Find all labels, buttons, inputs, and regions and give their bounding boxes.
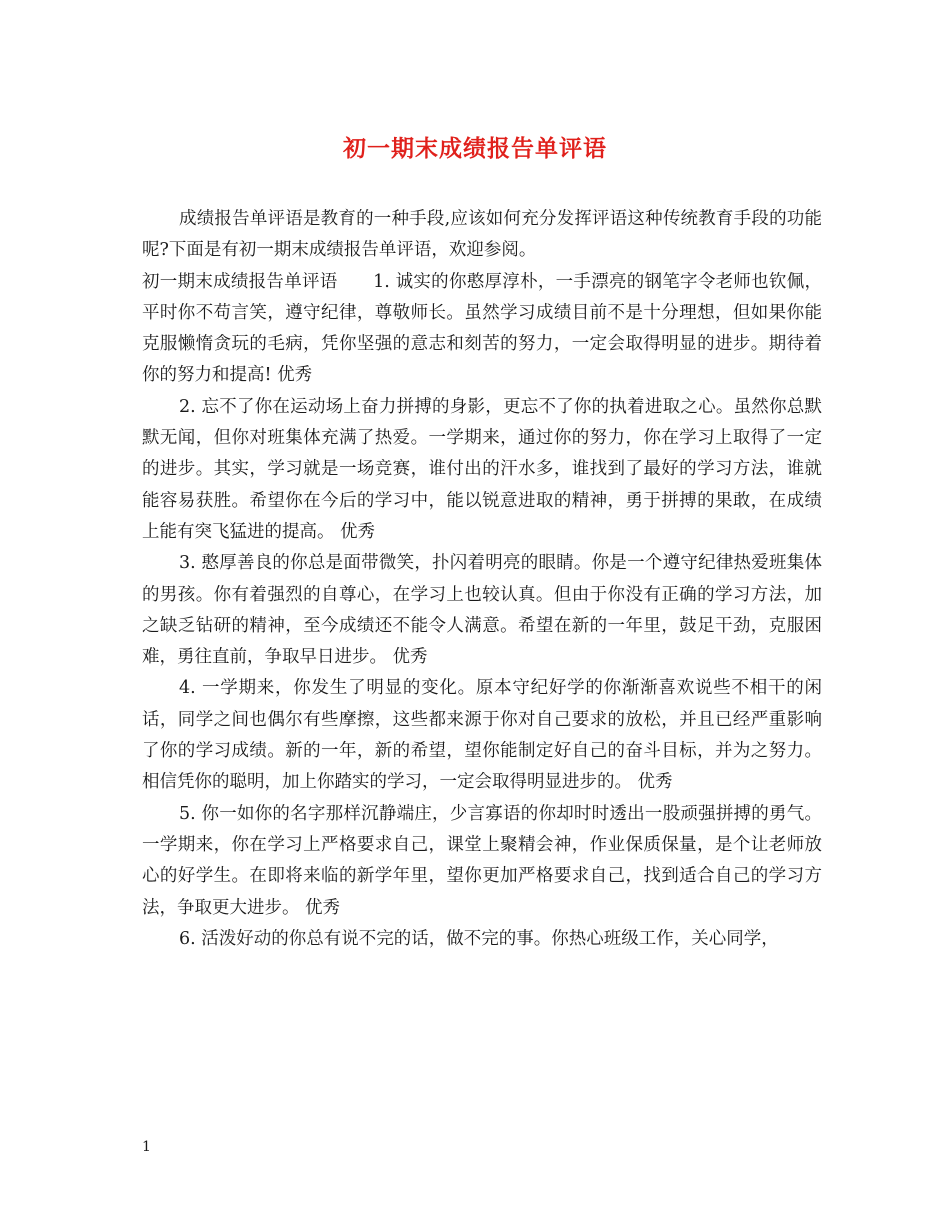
comment-paragraph-3: 3. 憨厚善良的你总是面带微笑，扑闪着明亮的眼睛。你是一个遵守纪律热爱班集体的男孩。你有着强烈的自尊心，在学习上也较认真。但由于你没有正确的学习方法，加之缺乏钻研的精神，至今成绩还不能令人满意。希望在新的一年里，鼓足干劲，克服困难，勇往直前，争取早日进步。 优秀 [142,553,822,668]
comment-paragraph-4: 4. 一学期来，你发生了明显的变化。原本守纪好学的你渐渐喜欢说些不相干的闲话，同学之间也偶尔有些摩擦，这些都来源于你对自己要求的放松，并且已经严重影响了你的学习成绩。新的一年，新的希望，望你能制定好自己的奋斗目标，并为之努力。相信凭你的聪明，加上你踏实的学习，一定会取得明显进步的。 优秀 [142,678,822,793]
comment-paragraph-2: 2. 忘不了你在运动场上奋力拼搏的身影，更忘不了你的执着进取之心。虽然你总默默无闻，但你对班集体充满了热爱。一学期来，通过你的努力，你在学习上取得了一定的进步。其实，学习就是一场竞赛，谁付出的汗水多，谁找到了最好的学习方法，谁就能容易获胜。希望你在今后的学习中，能以锐意进取的精神，勇于拼搏的果敢，在成绩上能有突飞猛进的提高。 优秀 [142,396,822,542]
document-title: 初一期末成绩报告单评语 [343,135,607,162]
page-number: 1 [142,1139,151,1155]
comment-paragraph-5: 5. 你一如你的名字那样沉静端庄，少言寡语的你却时时透出一股顽强拼搏的勇气。一学期来，你在学习上严格要求自己，课堂上聚精会神，作业保质保量，是个让老师放心的好学生。在即将来临的新学年里，望你更加严格要求自己，找到适合自己的学习方法，争取更大进步。 优秀 [142,803,822,918]
intro-paragraph: 成绩报告单评语是教育的一种手段,应该如何充分发挥评语这种传统教育手段的功能呢?下面是有初一期末成绩报告单评语，欢迎参阅。 [142,209,822,261]
comment-paragraph-1: 初一期末成绩报告单评语 1. 诚实的你憨厚淳朴，一手漂亮的钢笔字令老师也钦佩，平时你不苟言笑，遵守纪律，尊敬师长。虽然学习成绩目前不是十分理想，但如果你能克服懒惰贪玩的毛病，凭你坚强的意志和刻苦的努力，一定会取得明显的进步。期待着你的努力和提高! 优秀 [142,271,822,386]
comment-paragraph-6: 6. 活泼好动的你总有说不完的话，做不完的事。你热心班级工作，关心同学， [179,928,779,949]
document-body [142,204,822,955]
